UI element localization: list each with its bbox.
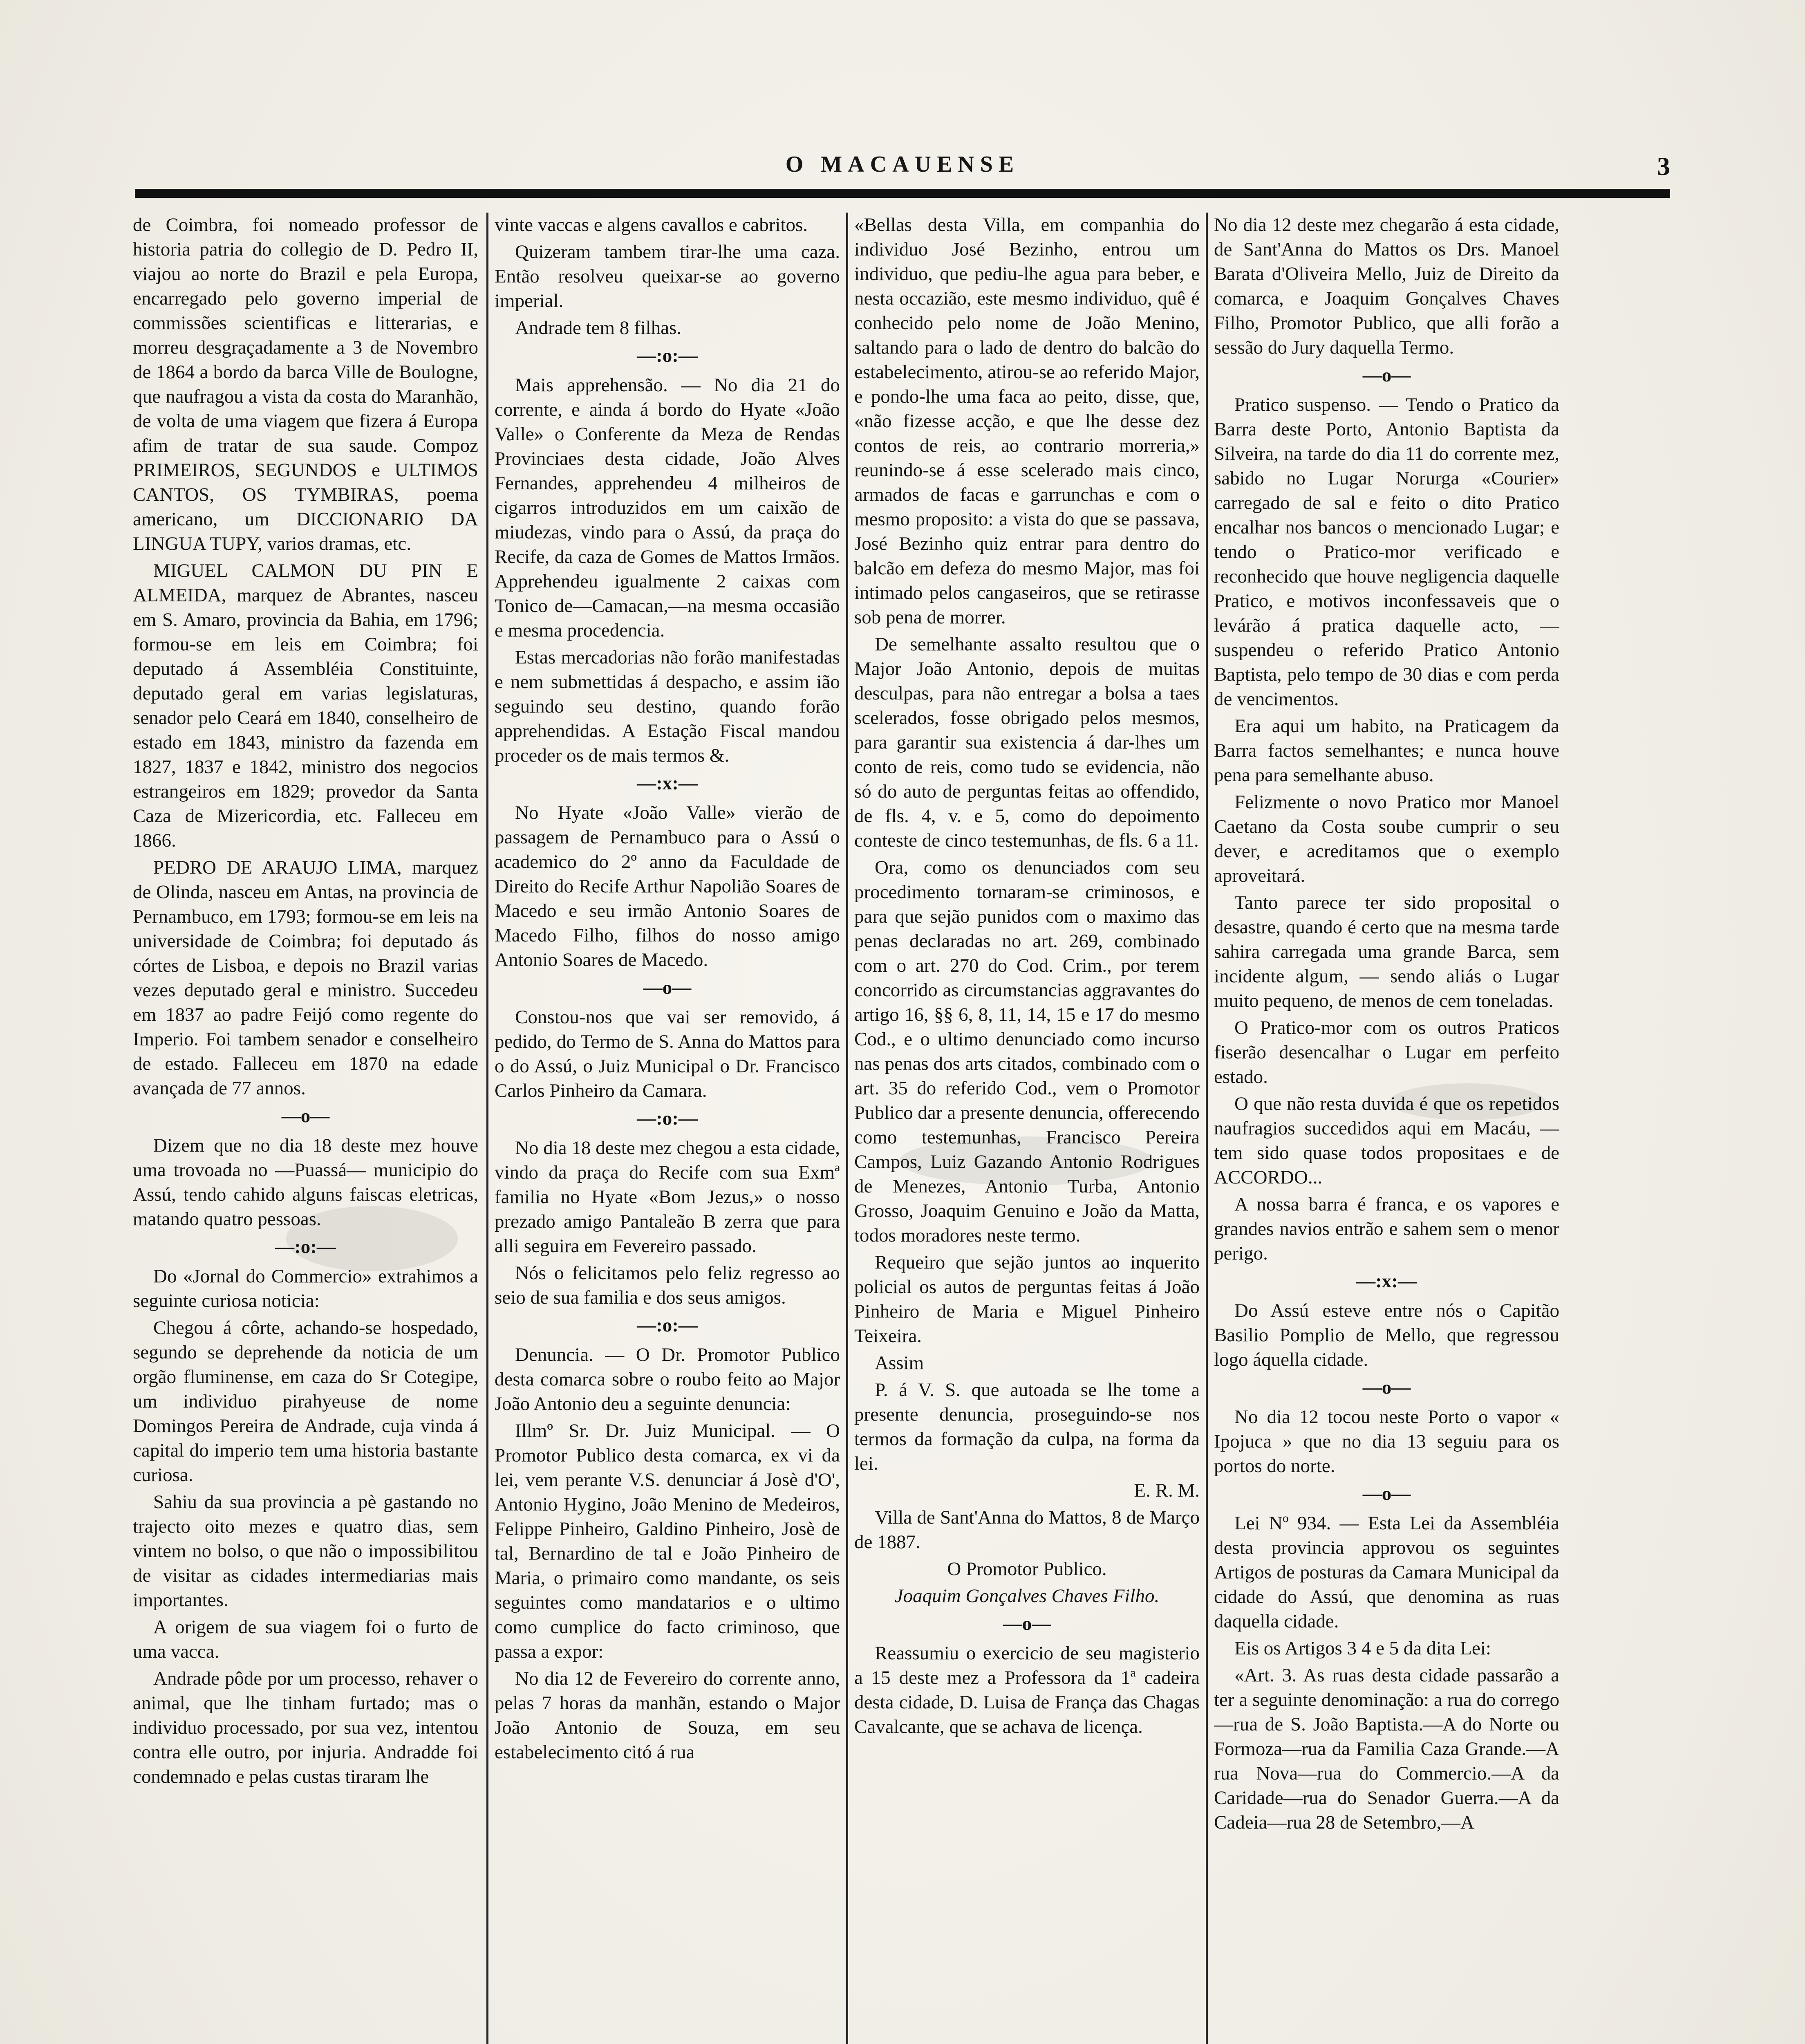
article-paragraph: «Art. 3. As ruas desta cidade passarão a ter a seguinte denominação: a rua do corrego—rua de S. João Baptista.—A do Norte ou Formoza—rua da Familia Caza Grande.—A rua Nova—rua do Commercio.—A da Caridade—rua do Senador Guerra.—A da Cadeia—rua 28 de Setembro,—A <box>1214 1665 1559 1833</box>
article-paragraph: Do Assú esteve entre nós o Capitão Basilio Pomplio de Mello, que regressou logo áquella cidade. <box>1214 1300 1559 1370</box>
article-paragraph: No dia 12 de Fevereiro do corrente anno, pelas 7 horas da manhãn, estando o Major João Antonio de Souza, em seu estabelecimento citó á rua <box>495 1668 840 1763</box>
article-paragraph: No Hyate «João Valle» vierão de passagem de Pernambuco para o Assú o academico do 2º anno da Faculdade de Direito do Recife Arthur Napolião Soares de Macedo e seu irmão Antonio Soares de Macedo Filho, filhos do nosso amigo Antonio Soares de Macedo. <box>495 802 840 970</box>
article-paragraph: Mais apprehensão. — No dia 21 do corrente, e ainda á bordo do Hyate «João Valle» o Conferente da Meza de Rendas Provinciaes desta cidade, João Alves Fernandes, apprehendeu 4 milheiros de cigarros introduzidos em um caixão de miudezas, vindo para o Assú, da praça do Recife, da caza de Gomes de Mattos Irmãos. Apprehendeu igualmente 2 caixas com Tonico de—Camacan,—na mesma occasião e mesma procedencia. <box>495 374 840 641</box>
article-paragraph: Andrade tem 8 filhas. <box>515 317 682 338</box>
article-paragraph: O que não resta duvida é que os repetidos naufragios succedidos aqui em Macáu, — tem sido quase todos propositaes e de ACCORDO... <box>1214 1093 1559 1188</box>
column-2 <box>495 213 840 2044</box>
article-paragraph: PEDRO DE ARAUJO LIMA, marquez de Olinda, nasceu em Antas, na provincia de Pernambuco, em 1793; formou-se em leis na universidade de Coimbra; foi deputado ás córtes de Lisboa, e depois no Brazil varias vezes deputado geral e ministro. Succedeu em 1837 ao padre Feijó como regente do Imperio. Foi tambem senador e conselheiro de estado. Falleceu em 1870 na edade avançada de 77 annos. <box>133 857 478 1099</box>
article-paragraph: Requeiro que sejão juntos ao inquerito policial os autos de perguntas feitas á João Pinheiro de Maria e Miguel Pinheiro Teixeira. <box>854 1252 1200 1347</box>
page-number: 3 <box>1657 152 1670 181</box>
article-paragraph: Dizem que no dia 18 deste mez houve uma trovoada no —Puassá— municipio do Assú, tendo cahido alguns faiscas eletricas, matando quatro pessoas. <box>133 1135 478 1230</box>
article-paragraph: No dia 12 deste mez chegarão á esta cidade, de Sant'Anna do Mattos os Drs. Manoel Barata d'Oliveira Mello, Juiz de Direito da comarca, e Joaquim Gonçalves Chaves Filho, Promotor Publico, que alli forão a sessão do Jury daquella Termo. <box>1214 214 1559 358</box>
article-paragraph: A origem de sua viagem foi o furto de uma vacca. <box>133 1616 478 1662</box>
ink-stain <box>1390 1083 1545 1120</box>
article-paragraph: Tanto parece ter sido proposital o desastre, quando é certo que na mesma tarde sahira carregada uma grande Barca, sem incidente algum, — sendo aliás o Lugar muito pequeno, de menos de cem toneladas. <box>1214 892 1559 1011</box>
article-paragraph: Reassumiu o exercicio de seu magisterio a 15 deste mez a Professora da 1ª cadeira desta cidade, D. Luisa de França das Chagas Cavalcante, que se achava de licença. <box>854 1643 1200 1737</box>
article-paragraph: Pratico suspenso. — Tendo o Pratico da Barra deste Porto, Antonio Baptista da Silveira, na tarde do dia 11 do corrente mez, sabido no Lugar Norurga «Courier» carregado de sal e feito o dito Pratico encalhar nos bancos o mencionado Lugar; e tendo o Pratico-mor verificado e reconhecido que houve negligencia daquelle Pratico, e motivos inconfessaveis que o levárão á pratica daquelle acto, — suspendeu o referido Pratico Antonio Baptista, pelo tempo de 30 dias e com perda de vencimentos. <box>1214 394 1559 710</box>
article-paragraph: Andrade pôde por um processo, rehaver o animal, que lhe tinham furtado; mas o individuo processado, por sua vez, intentou contra elle outro, por injuria. Andradde foi condemnado e pelas custas tiraram lhe <box>133 1668 478 1787</box>
article-paragraph: Quizeram tambem tirar-lhe uma caza. Então resolveu queixar-se ao governo imperial. <box>495 241 840 312</box>
separator: —:x:— <box>637 773 698 794</box>
ink-stain <box>286 1206 458 1271</box>
column-divider <box>846 213 848 2044</box>
article-paragraph: Illmº Sr. Dr. Juiz Municipal. — O Promotor Publico desta comarca, ex vi da lei, vem perante V.S. denunciar á Josè d'O', Antonio Hygino, João Menino de Medeiros, Felippe Pinheiro, Galdino Pinheiro, Josè de tal, Bernardino de tal e João Pinheiro de Maria, o primairo como mandante, os seis seguintes como mandatarios e o ultimo como cumplice do facto criminoso, que passa a expor: <box>495 1420 840 1662</box>
newspaper-title: O MACAUENSE <box>785 152 1020 177</box>
column-1 <box>133 213 478 2044</box>
petition-text: P. á V. S. que autoada se lhe tome a presente denuncia, proseguindo-se nos termos da formação da culpa, na forma da lei. <box>854 1379 1200 1474</box>
separator: —o— <box>1362 1483 1411 1504</box>
article-paragraph: Assim <box>875 1352 924 1374</box>
article-paragraph: No dia 12 tocou neste Porto o vapor « Ipojuca » que no dia 13 seguiu para os portos do norte. <box>1214 1406 1559 1477</box>
article-paragraph: Chegou á côrte, achando-se hospedado, segundo se deprehende da noticia de um orgão fluminense, em caza do Sr Cotegipe, um individuo pirahyeuse de nome Domingos Pereira de Andrade, cuja vinda á capital do imperio tem uma historia bastante curiosa. <box>133 1317 478 1486</box>
column-divider <box>1206 213 1208 2044</box>
separator: —o— <box>1362 1377 1411 1398</box>
article-paragraph: Lei Nº 934. — Esta Lei da Assembléia desta provincia approvou os seguintes Artigos de posturas da Camara Municipal da cidade do Assú, que denomina as ruas daquella cidade. <box>1214 1513 1559 1632</box>
separator: —:x:— <box>1356 1271 1417 1292</box>
article-paragraph: MIGUEL CALMON DU PIN E ALMEIDA, marquez de Abrantes, nasceu em S. Amaro, provincia da Bahia, em 1796; formou-se em leis em Coimbra; foi deputado á Assembléia Constituinte, deputado geral em varias legislaturas, senador pelo Ceará em 1840, conselheiro de estado em 1843, ministro da fazenda em 1827, 1837 e 1842, ministro dos negocios estrangeiros em 1829; provedor da Santa Caza de Mizericordia, etc. Falleceu em 1866. <box>133 560 478 851</box>
separator: —o— <box>1003 1613 1051 1634</box>
article-paragraph: A nossa barra é franca, e os vapores e grandes navios entrão e sahem sem o menor perigo. <box>1214 1194 1559 1264</box>
separator: —:o:— <box>637 1315 698 1336</box>
separator: —o— <box>281 1105 330 1127</box>
article-paragraph: de Coimbra, foi nomeado professor de historia patria do collegio de D. Pedro II, viajou ao norte do Brazil e pela Europa, encarregado pelo governo imperial de commissões scientificas e litterarias, e morreu desgraçadamente a 3 de Novembro de 1864 a bordo da barca Ville de Boulogne, que naufragou a vista da costa do Maranhão, de volta de uma viagem que fizera á Europa afim de tratar de sua saude. Compoz PRIMEIROS, SEGUNDOS e ULTIMOS CANTOS, OS TYMBIRAS, poema americano, um DICCIONARIO DA LINGUA TUPY, varios dramas, etc. <box>133 214 478 554</box>
article-paragraph: Denuncia. — O Dr. Promotor Publico desta comarca sobre o roubo feito ao Major João Antonio deu a seguinte denuncia: <box>495 1344 840 1414</box>
column-divider <box>486 213 488 2044</box>
article-paragraph: De semelhante assalto resultou que o Major João Antonio, depois de muitas desculpas, para não entregar a bolsa a taes scelerados, fosse obrigado pelos mesmos, para garantir sua existencia á dar-lhes um conto de reis, como tudo se evidencia, não só do auto de perguntas feitas ao offendido, de fls. 4, v. e 5, como do depoimento conteste de cinco testemunhas, de fls. 6 a 11. <box>854 634 1200 851</box>
article-paragraph: Eis os Artigos 3 4 e 5 da dita Lei: <box>1234 1638 1491 1659</box>
article-paragraph: Sahiu da sua provincia a pè gastando no trajecto oito mezes e quatro dias, sem vintem no bolso, o que não o impossibilitou de visitar as cidades intermediarias mais importantes. <box>133 1491 478 1611</box>
ink-stain <box>899 1136 1153 1186</box>
signature-name: Joaquim Gonçalves Chaves Filho. <box>894 1585 1160 1607</box>
article-paragraph: No dia 18 deste mez chegou a esta cidade, vindo da praça do Recife com sua Exmª familia no Hyate «Bom Jezus,» o nosso prezado amigo Pantaleão B zerra que para alli seguira em Fevereiro passado. <box>495 1137 840 1257</box>
separator: —:o:— <box>637 345 698 366</box>
article-paragraph: Era aqui um habito, na Praticagem da Barra factos semelhantes; e nunca houve pena para semelhante abuso. <box>1214 715 1559 786</box>
separator: —:o:— <box>275 1236 336 1257</box>
article-paragraph: Do «Jornal do Commercio» extrahimos a seguinte curiosa noticia: <box>133 1266 478 1311</box>
masthead-rule <box>135 189 1670 198</box>
column-3 <box>854 213 1200 2044</box>
signature-title: O Promotor Publico. <box>947 1558 1107 1580</box>
separator: —o— <box>1362 365 1411 386</box>
article-paragraph: Ora, como os denunciados com seu procedimento tornaram-se criminosos, e para que sejão punidos com o maximo das penas declaradas no art. 269, combinado com o art. 270 do Cod. Crim., por terem concorrido as circumstancias aggravantes do artigo 16, §§ 6, 8, 11, 14, 15 e 17 do mesmo Cod., e o ultimo denunciado como incurso nas penas dos arts citados, combinado com o art. 35 do referido Cod., vem o Promotor Publico dar a presente denuncia, offerecendo como testemunhas, Francisco Pereira Campos, Luiz Gazando Antonio Rodrigues de Menezes, Antonio Turba, Antonio Grosso, Joaquim Genuino e João da Matta, todos moradores neste termo. <box>854 857 1200 1246</box>
petition-closing: E. R. M. <box>1134 1480 1200 1501</box>
separator: —o— <box>643 977 692 998</box>
article-paragraph: Constou-nos que vai ser removido, á pedido, do Termo de S. Anna do Mattos para o do Assú, o Juiz Municipal o Dr. Francisco Carlos Pinheiro da Camara. <box>495 1006 840 1101</box>
article-paragraph: Estas mercadorias não forão manifestadas e nem submettidas á despacho, e assim ião seguindo seu destino, quando forão apprehendidas. A Estação Fiscal mandou proceder os de mais termos &. <box>495 647 840 766</box>
article-paragraph: «Bellas desta Villa, em companhia do individuo José Bezinho, entrou um individuo, que pediu-lhe agua para beber, e nesta occazião, este mesmo individuo, quê é conhecido pelo nome de João Menino, saltando para o lado de dentro do balcão do estabelecimento, atirou-se ao referido Major, e pondo-lhe uma faca ao peito, disse, que, «não fizesse acção, e que lhe desse dez contos de reis, ao contrario morreria,» reunindo-se á esse scelerado mais cinco, armados de facas e garrunchas e com o mesmo proposito: a vista do que se passava, José Bezinho quiz entrar para dentro do balcão em defeza do mesmo Major, mas foi intimado pelos cangaseiros, que se retirasse sob pena de morrer. <box>854 214 1200 628</box>
article-paragraph: vinte vaccas e algens cavallos e cabritos. <box>495 214 808 235</box>
dateline: Villa de Sant'Anna do Mattos, 8 de Março de 1887. <box>854 1507 1200 1553</box>
column-4 <box>1214 213 1559 2044</box>
masthead <box>135 151 1670 184</box>
article-paragraph: Nós o felicitamos pelo feliz regresso ao seio de sua familia e dos seus amigos. <box>495 1262 840 1308</box>
separator: —:o:— <box>637 1108 698 1129</box>
article-paragraph: O Pratico-mor com os outros Praticos fiserão desencalhar o Lugar em perfeito estado. <box>1214 1017 1559 1087</box>
article-paragraph: Felizmente o novo Pratico mor Manoel Caetano da Costa soube cumprir o seu dever, e acreditamos que o exemplo aproveitará. <box>1214 791 1559 886</box>
